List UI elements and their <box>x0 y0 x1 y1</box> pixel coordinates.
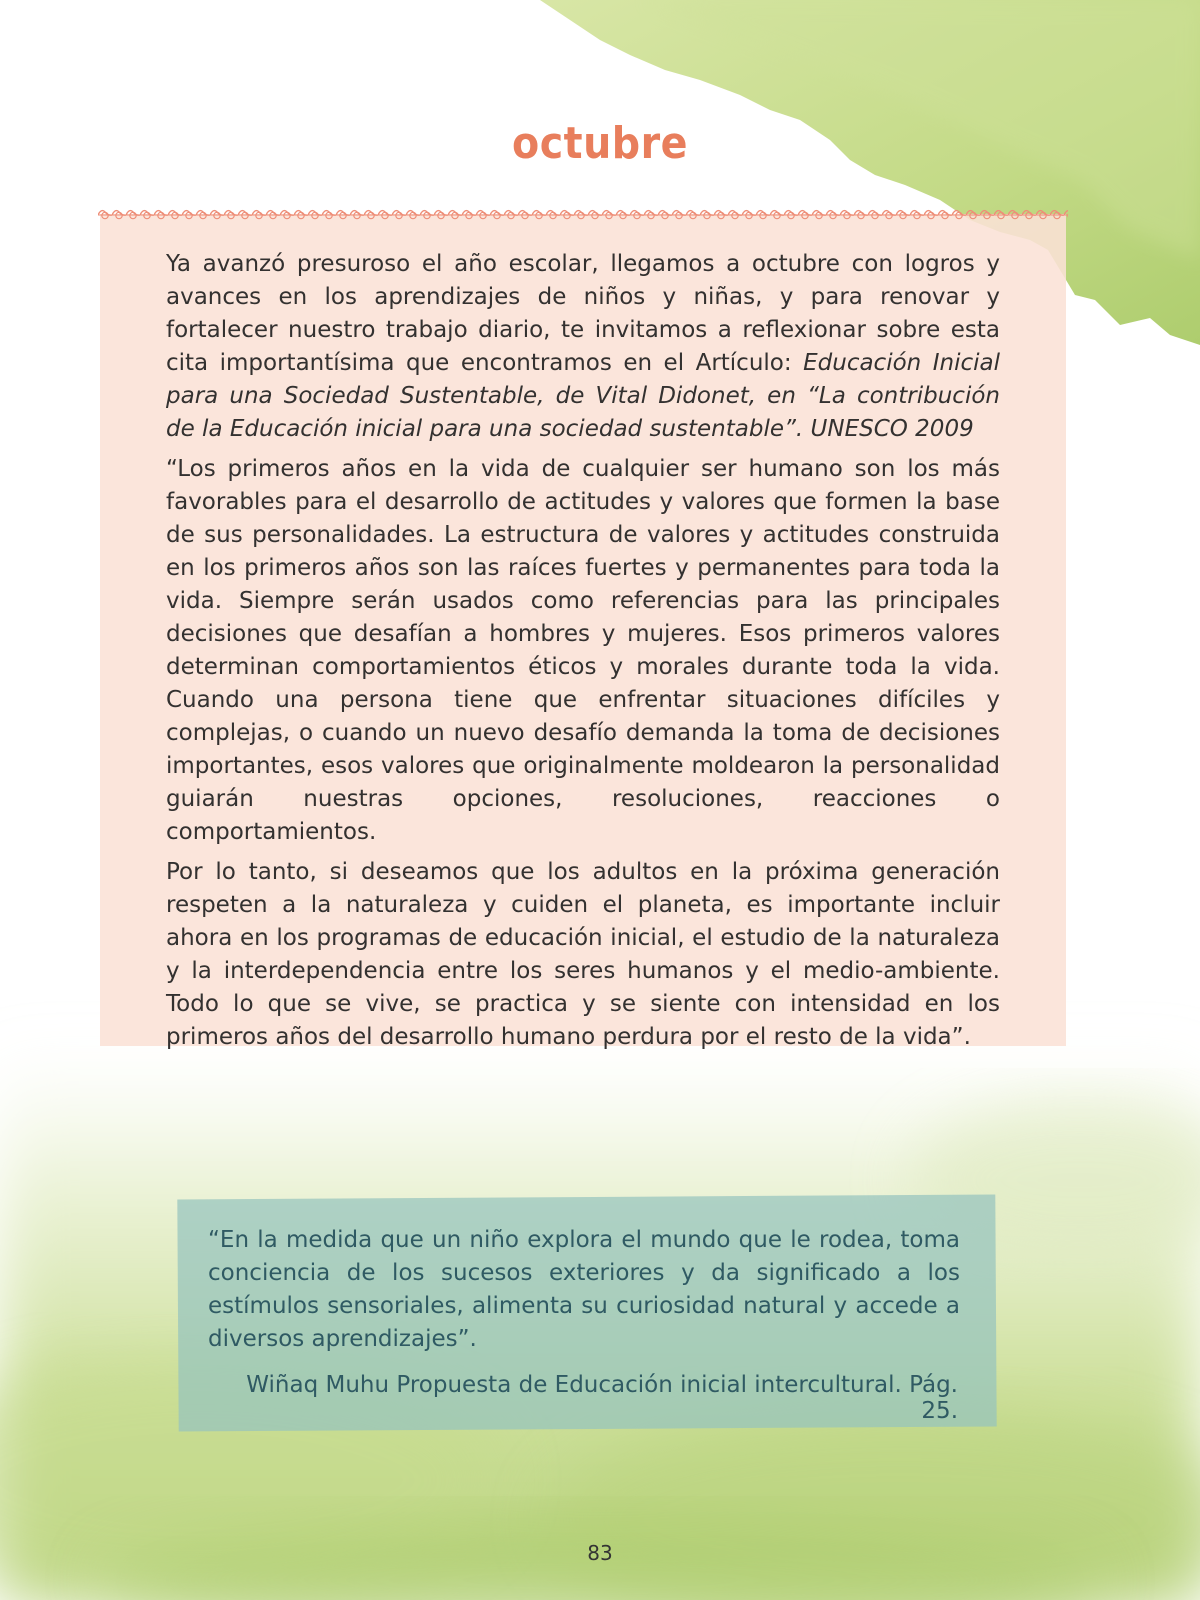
page-number: 83 <box>587 1541 613 1565</box>
closing-paragraph: Por lo tanto, si deseamos que los adultos en la próxima generación respeten a la naturaleza y cuiden el planeta, es importante incluir ahora en los programas de educación inicial, el estudio de la naturaleza y la interdependencia entre los seres humanos y el medio-ambiente. Todo lo que se vive, se practica y se siente con intensidad en los primeros años del desarrollo humano perdura por el resto de la vida”. <box>166 859 1000 1050</box>
quote-text: “En la medida que un niño explora el mundo que le rodea, toma conciencia de los sucesos exteriores y da significado a los estímulos sensoriales, alimenta su curiosidad natural y accede a diversos aprendizajes”. <box>208 1227 960 1352</box>
page-title: octubre <box>512 118 688 169</box>
quoted-paragraph: “Los primeros años en la vida de cualquier ser humano son los más favorables para el desarrollo de actitudes y valores que formen la base de sus personalidades. La estructura de valores y actitudes construida en los primeros años son las raíces fuertes y permanentes para toda la vida. Siempre serán usados como referencias para las principales decisiones que desafían a hombres y mujeres. Esos primeros valores determinan comportamientos éticos y morales durante toda la vida. Cuando una persona tiene que enfrentar situaciones difíciles y complejas, o cuando un nuevo desafío demanda la toma de decisiones importantes, esos valores que originalmente moldearon la personalidad guiarán nuestras opciones, resoluciones, reacciones o comportamientos. <box>166 456 1000 845</box>
scalloped-border <box>98 207 1068 223</box>
intro-paragraph <box>166 248 1000 446</box>
intro-text: Ya avanzó presuroso el año escolar, llegamos a octubre con logros y avances en los aprendizajes de niños y niñas, y para renovar y fortalecer nuestro trabajo diario, te invitamos a reflexionar sobre esta cita importantísima que encontramos en el Artículo: <box>166 251 1000 376</box>
article-citation: Educación Inicial para una Sociedad Sustentable, de Vital Didonet, en “La contribución de la Educación inicial para una sociedad sustentable”. UNESCO 2009 <box>166 350 1000 442</box>
quote-text-block <box>208 1224 960 1356</box>
quote-source: Wiñaq Muhu Propuesta de Educación inicial intercultural. Pág. 25. <box>246 1372 958 1424</box>
reflection-text <box>166 248 1000 1061</box>
